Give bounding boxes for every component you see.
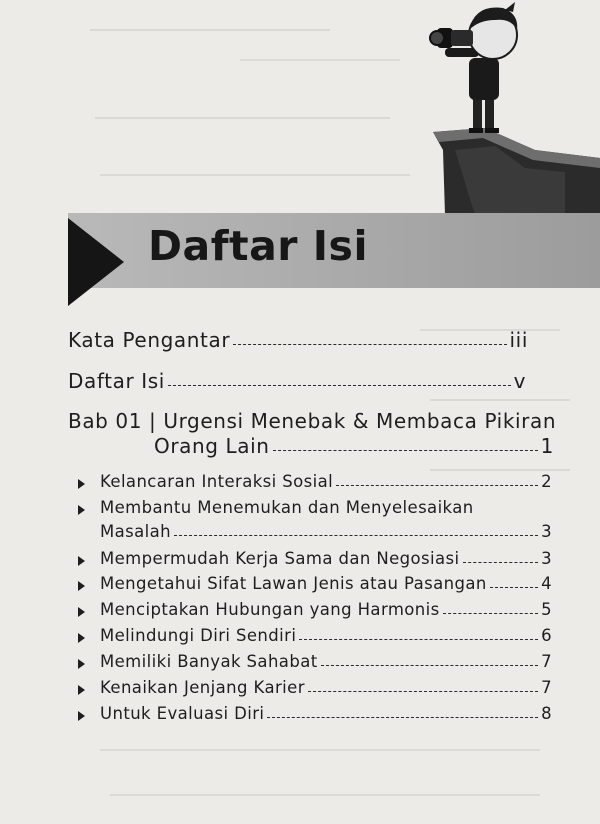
dot-leader [168, 374, 511, 386]
toc-subentry[interactable] [100, 522, 552, 541]
bullet-icon [78, 633, 85, 643]
dot-leader [233, 333, 506, 345]
toc-label: Memiliki Banyak Sahabat [100, 652, 318, 671]
toc-page-number: 3 [541, 549, 552, 568]
toc-label: Orang Lain [154, 434, 270, 458]
dot-leader [336, 475, 538, 485]
toc-label: Melindungi Diri Sendiri [100, 626, 297, 645]
bullet-icon [78, 659, 85, 669]
dot-leader [321, 655, 539, 665]
bullet-icon [78, 556, 85, 566]
toc-page-number: 5 [541, 600, 552, 619]
bullet-icon [78, 581, 85, 591]
toc-subentry[interactable] [100, 626, 552, 645]
toc-subentry[interactable] [100, 652, 552, 671]
toc-subentry[interactable] [100, 549, 552, 568]
toc-entry-bab01[interactable] [154, 434, 554, 458]
toc-subentry[interactable] [100, 574, 552, 593]
toc-page-number: 3 [541, 522, 552, 541]
toc-label: Menciptakan Hubungan yang Harmonis [100, 600, 440, 619]
bullet-icon [78, 505, 85, 515]
toc-page-number: 2 [541, 472, 552, 491]
bullet-icon [78, 607, 85, 617]
dot-leader [299, 629, 538, 639]
toc-subentry[interactable] [100, 600, 552, 619]
toc-label: Kata Pengantar [68, 328, 231, 352]
bullet-icon [78, 685, 85, 695]
toc-page-number: v [513, 369, 526, 393]
toc-subentry[interactable] [100, 678, 552, 697]
toc-label: Masalah [100, 522, 172, 541]
toc-page-number: iii [509, 328, 528, 352]
toc-page-number: 6 [541, 626, 552, 645]
toc-label: Mengetahui Sifat Lawan Jenis atau Pasangan [100, 574, 487, 593]
dot-leader [267, 707, 538, 717]
dot-leader [273, 439, 538, 451]
dot-leader [490, 577, 538, 587]
toc-entry-kata-pengantar[interactable] [68, 328, 528, 352]
toc-label: Kenaikan Jenjang Karier [100, 678, 305, 697]
dot-leader [308, 681, 538, 691]
dot-leader [443, 603, 538, 613]
dot-leader [174, 525, 538, 535]
page-title: Daftar Isi [148, 222, 369, 270]
toc-page-number: 7 [541, 678, 552, 697]
toc-subentry[interactable] [100, 704, 552, 723]
bullet-icon [78, 711, 85, 721]
toc-label: Untuk Evaluasi Diri [100, 704, 265, 723]
toc-page-number: 8 [541, 704, 552, 723]
toc-page-number: 1 [540, 434, 554, 458]
dot-leader [463, 552, 539, 562]
bullet-icon [78, 479, 85, 489]
toc-page-number: 4 [541, 574, 552, 593]
toc-page-number: 7 [541, 652, 552, 671]
toc-subentry[interactable] [100, 472, 552, 491]
toc-label: Daftar Isi [68, 369, 165, 393]
toc-entry-bab01-line1[interactable]: Bab 01 | Urgensi Menebak & Membaca Pikiran [68, 409, 557, 433]
toc-label: Mempermudah Kerja Sama dan Negosiasi [100, 549, 460, 568]
toc-entry-daftar-isi[interactable] [68, 369, 526, 393]
toc-subentry-line1[interactable]: Membantu Menemukan dan Menyelesaikan [100, 498, 474, 517]
toc-label: Kelancaran Interaksi Sosial [100, 472, 334, 491]
